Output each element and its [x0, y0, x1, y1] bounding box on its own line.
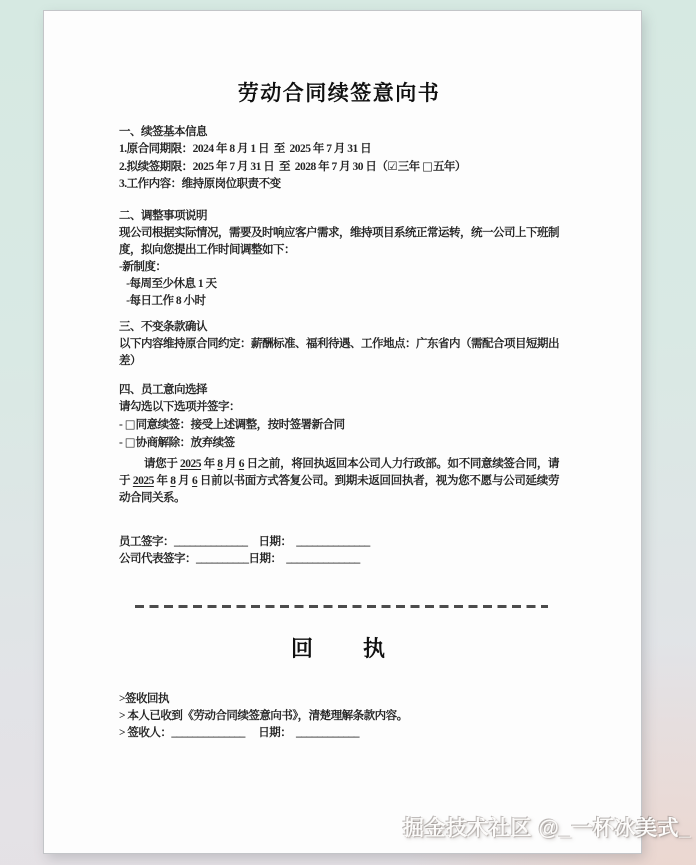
five-year-option-label: 五年） — [432, 161, 466, 173]
new-policy-label: -新制度： — [119, 261, 167, 273]
notice-text-segment: 日之前，将回执返回本公司人力行政部。如不同意续签合同，请于 — [119, 458, 560, 487]
receipt-ack-heading: >签收回执 — [119, 693, 170, 705]
section4-heading: 四、员工意向选择 — [119, 384, 207, 396]
deadline-year-underlined: 2025 — [132, 475, 154, 487]
option-dash-prefix: - — [119, 419, 125, 431]
notice-text-segment: 月 — [222, 458, 239, 470]
adjustment-description: 现公司根据实际情况，需要及时响应客户需求，维持项目系统正常运转，统一公司上下班制度，拟向您提出工作时间调整如下： — [119, 227, 559, 256]
dashed-separator — [135, 605, 548, 608]
section2-heading: 二、调整事项说明 — [119, 210, 207, 222]
notice-text-segment: 请您于 — [144, 458, 181, 470]
return-deadline-notice — [119, 456, 559, 507]
checkbox-unchecked-icon: □ — [422, 159, 433, 173]
receipt-title: 回 执 — [290, 636, 387, 661]
notice-text-segment: 年 — [153, 475, 171, 487]
deadline-day-underlined: 6 — [192, 475, 198, 487]
checkbox-unchecked-icon: □ — [124, 435, 136, 449]
receipt-ack-statement: > 本人已收到《劳动合同续签意向书》，清楚理解条款内容。 — [119, 710, 408, 722]
notice-text-segment: 年 — [201, 458, 218, 470]
renewal-term-line — [119, 158, 559, 176]
renewal-term-text: 2.拟续签期限：2025 年 7 月 31 日 至 2028 年 7 月 30 日（ — [119, 161, 388, 173]
company-signature-line: 公司代表签字：__________日期： ______________ — [119, 553, 360, 565]
notice-text-segment: 月 — [175, 475, 192, 487]
deadline-year-underlined: 2025 — [180, 458, 202, 470]
section3-heading: 三、不变条款确认 — [119, 321, 207, 333]
deadline-month-underlined: 8 — [217, 458, 223, 470]
policy-rule-daily-hours: -每日工作 8 小时 — [119, 295, 206, 307]
option-instruction: 请勾选以下选项并签字： — [119, 401, 240, 413]
option-negotiate-termination — [119, 434, 559, 452]
three-year-option-label: 三年 — [397, 161, 423, 173]
checkbox-unchecked-icon: □ — [124, 417, 136, 431]
document-body — [119, 83, 559, 742]
unchanged-terms-text: 以下内容维持原合同约定：薪酬标准、福利待遇、工作地点：广东省内（需配合项目短期出差） — [119, 338, 559, 367]
original-contract-term-line: 1.原合同期限：2024 年 8 月 1 日 至 2025 年 7 月 31 日 — [119, 143, 372, 155]
policy-rule-weekly-rest: -每周至少休息 1 天 — [119, 278, 217, 290]
notice-text-segment: 日前以书面方式答复公司。到期未返回回执者，视为您不愿与公司延续劳动合同关系。 — [119, 475, 560, 504]
employee-signature-line: 员工签字：______________ 日期： ______________ — [119, 536, 370, 548]
watermark: 掘金技术社区 @_一杯冰美式_ — [403, 817, 692, 840]
option-negotiate-termination-label: 协商解除：放弃续签 — [135, 437, 235, 449]
option-agree-renewal-label: 同意续签：接受上述调整，按时签署新合同 — [135, 419, 345, 431]
deadline-month-underlined: 8 — [170, 475, 176, 487]
option-dash-prefix: - — [119, 437, 125, 449]
section1-heading: 一、续签基本信息 — [119, 126, 207, 138]
document-title: 劳动合同续签意向书 — [237, 82, 441, 105]
checkbox-checked-icon: ☑ — [387, 159, 398, 173]
deadline-day-underlined: 6 — [238, 458, 245, 470]
option-agree-renewal — [119, 416, 559, 434]
receipt-signature-line: > 签收人：______________ 日期： ____________ — [119, 727, 360, 739]
job-content-line: 3.工作内容：维持原岗位职责不变 — [119, 178, 281, 190]
document-page — [44, 11, 641, 853]
